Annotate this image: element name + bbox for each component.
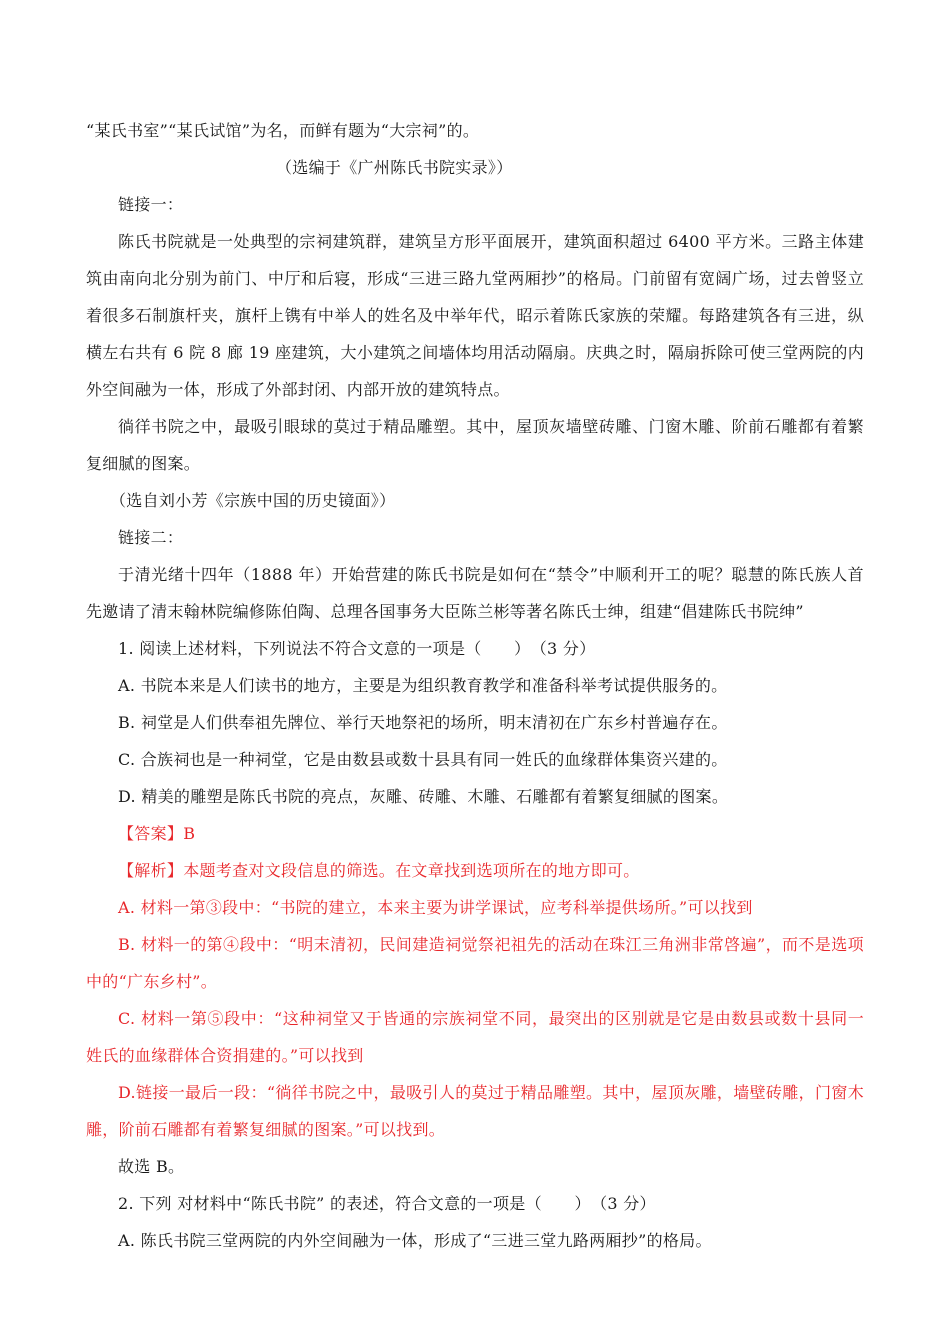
explanation-item: C. 材料一第⑤段中：“这种祠堂又于皆通的宗族祠堂不同，最突出的区别就是它是由数县或数十县同一姓氏的血缘群体合资捐建的。”可以找到 <box>86 1009 864 1065</box>
source-citation: （选编于《广州陈氏书院实录》） <box>276 158 513 177</box>
question-option: D. 精美的雕塑是陈氏书院的亮点，灰雕、砖雕、木雕、石雕都有着繁复细腻的图案。 <box>118 787 729 806</box>
paragraph: 徜徉书院之中，最吸引眼球的莫过于精品雕塑。其中，屋顶灰墙壁砖雕、门窗木雕、阶前石雕都有着繁复细腻的图案。 <box>86 417 864 473</box>
question-option: C. 合族祠也是一种祠堂，它是由数县或数十县具有同一姓氏的血缘群体集资兴建的。 <box>118 750 728 769</box>
explanation-item: A. 材料一第③段中：“书院的建立，本来主要为讲学课试，应考科举提供场所。”可以找到 <box>118 898 753 917</box>
section-heading: 链接二： <box>118 528 184 547</box>
explanation-item: D.链接一最后一段：“徜徉书院之中，最吸引人的莫过于精品雕塑。其中，屋顶灰雕，墙壁砖雕，门窗木雕，阶前石雕都有着繁复细腻的图案。”可以找到。 <box>86 1083 864 1139</box>
paragraph: 陈氏书院就是一处典型的宗祠建筑群，建筑呈方形平面展开，建筑面积超过 6400 平方米。三路主体建筑由南向北分别为前门、中厅和后寝，形成“三进三路九堂两厢抄”的格局。门前留有宽阔广场，过去曾竖立着很多石制旗杆夹，旗杆上镌有中举人的姓名及中举年代，昭示着陈氏家族的荣耀。每路建筑各有三进，纵横左右共有 6 院 8 廊 19 座建筑，大小建筑之间墙体均用活动隔扇。庆典之时，隔扇拆除可使三堂两院的内外空间融为一体，形成了外部封闭、内部开放的建筑特点。 <box>86 232 864 399</box>
question-option: A. 书院本来是人们读书的地方，主要是为组织教育教学和准备科举考试提供服务的。 <box>118 676 728 695</box>
source-citation: （选自刘小芳《宗族中国的历史镜面》） <box>110 491 396 510</box>
question-option: B. 祠堂是人们供奉祖先牌位、举行天地祭祀的场所，明末清初在广东乡村普遍存在。 <box>118 713 728 732</box>
answer-label: 【答案】B <box>118 824 196 843</box>
section-heading: 链接一： <box>118 195 184 214</box>
question-stem: 2. 下列 对材料中“陈氏书院” 的表述，符合文意的一项是（ ） （3 分） <box>118 1194 656 1213</box>
paragraph: 于清光绪十四年（1888 年）开始营建的陈氏书院是如何在“禁令”中顺利开工的呢？聪慧的陈氏族人首先邀请了清末翰林院编修陈伯陶、总理各国事务大臣陈兰彬等著名陈氏士绅，组建“倡建陈氏书院绅” <box>86 565 864 621</box>
explanation-item: B. 材料一的第④段中：“明末清初，民间建造祠觉祭祀祖先的活动在珠江三角洲非常啓遍”，而不是选项中的“广东乡村”。 <box>86 935 864 991</box>
explanation-intro: 【解析】本题考查对文段信息的筛选。在文章找到选项所在的地方即可。 <box>118 861 640 880</box>
conclusion: 故选 B。 <box>118 1157 185 1176</box>
question-option: A. 陈氏书院三堂两院的内外空间融为一体，形成了“三进三堂九路两厢抄”的格局。 <box>118 1231 712 1250</box>
question-stem: 1. 阅读上述材料，下列说法不符合文意的一项是（ ） （3 分） <box>118 639 596 658</box>
text-line: “某氏书室”“某氏试馆”为名，而鲜有题为“大宗祠”的。 <box>86 121 480 140</box>
